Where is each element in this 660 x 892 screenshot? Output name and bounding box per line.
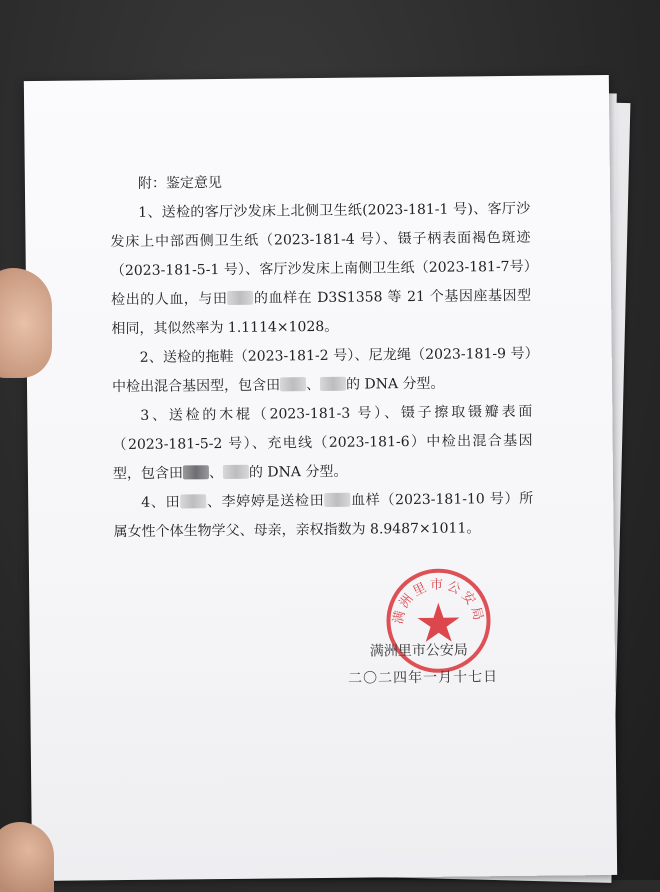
opinion-item-4 <box>113 485 534 547</box>
opinion-item-2 <box>112 340 533 402</box>
item-1-text-before: 1、送检的客厅沙发床上北侧卫生纸(2023-181-1 号)、客厅沙发床上中部西侧卫生纸（2023-181-4 号）、镊子柄表面褐色斑迹（2023-181-5-1 号）、客厅沙发床上南侧卫生纸（2023-181-7号）检出的人血，与田 <box>110 200 531 309</box>
signature-organization: 满洲里市公安局 <box>369 642 468 660</box>
item-4-text-after: 血样（2023-181-10 号）所属女性个体生物学父、母亲，亲权指数为 8.9487×1011。 <box>113 490 534 541</box>
seal-text: 满洲里市公安局 <box>390 577 487 626</box>
document-page <box>24 75 617 881</box>
redacted-name <box>320 377 346 391</box>
opinion-item-3 <box>112 398 533 489</box>
redacted-name <box>223 465 249 479</box>
item-2-text-before: 2、送检的拖鞋（2023-181-2 号）、尼龙绳（2023-181-9 号）中检出混合基因型，包含田 <box>111 345 532 396</box>
item-3-text-after: 的 DNA 分型。 <box>248 463 348 481</box>
redacted-name <box>183 465 209 479</box>
item-2-text-after: 的 DNA 分型。 <box>345 375 445 393</box>
redacted-name <box>227 291 253 305</box>
item-4-text-before: 4、田 <box>141 494 181 511</box>
item-1-text-after: 的血样在 D3S1358 等 21 个基因座基因型相同，其似然率为 1.1114×1028。 <box>111 287 532 338</box>
document-body <box>110 166 534 547</box>
opinion-item-1 <box>110 195 531 344</box>
item-4-text-mid: 、李婷婷是送检田 <box>206 492 325 511</box>
item-3-text-mid: 、 <box>208 465 224 482</box>
redacted-name <box>324 493 350 507</box>
redacted-name <box>280 377 306 391</box>
seal-star-icon <box>417 603 459 642</box>
item-3-text-before: 3、送检的木棍（2023-181-3 号）、镊子擦取镊瓣表面（2023-181-5-2 号）、充电线（2023-181-6）中检出混合基因型，包含田 <box>112 403 533 483</box>
holding-finger-left <box>0 268 52 378</box>
redacted-name <box>180 494 206 508</box>
signature-date: 二〇二四年一月十七日 <box>348 669 499 687</box>
document-heading: 附：鉴定意见 <box>137 175 222 192</box>
item-2-text-mid: 、 <box>305 377 321 394</box>
